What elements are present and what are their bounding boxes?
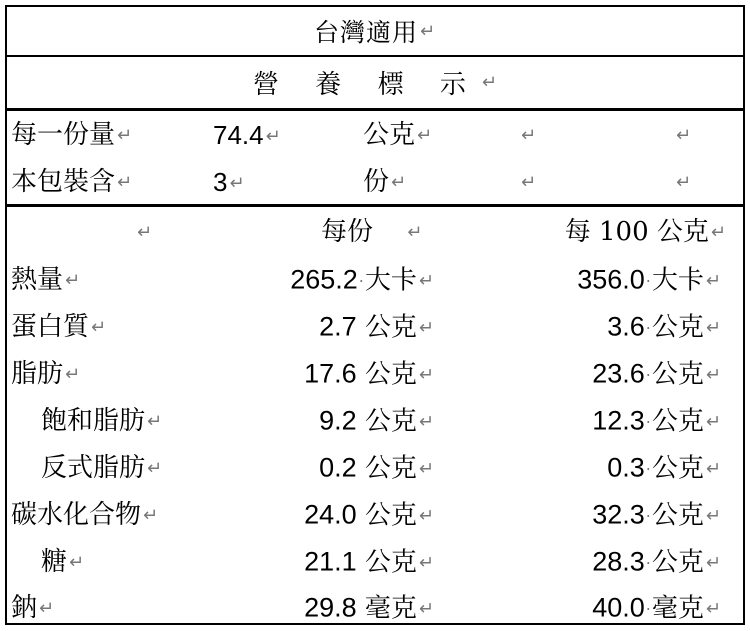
paragraph-mark-icon: ↵ [705,270,721,291]
per-100g-amount-cell [607,454,721,481]
per-serving-value: 265.2 [290,264,358,294]
serving-size-value: 74.4 [213,120,264,150]
paragraph-mark-icon: ↵ [91,316,107,338]
paragraph-mark-icon: ↵ [705,364,721,385]
per-100g-unit: 公克 [651,547,704,577]
servings-per-package-blank-cell-1 [521,169,536,195]
paragraph-mark-icon: ↵ [391,171,407,193]
per-100g-amount-cell [592,501,721,528]
nutrient-row-fat [7,350,743,397]
per-100g-value: 23.6 [592,358,645,388]
per-100g-value: 28.3 [592,546,645,576]
per-serving-unit: 大卡 [364,265,417,295]
per-100g-amount-cell [607,313,721,340]
small-arrow-icon: · [645,271,651,290]
paragraph-mark-icon: ↵ [407,222,423,243]
paragraph-mark-icon: ↵ [705,505,721,526]
small-arrow-icon: · [645,318,651,337]
nutrient-name-cell [41,546,85,577]
paragraph-mark-icon: ↵ [676,171,692,193]
column-header-row [7,208,743,256]
paragraph-mark-icon: ↵ [143,504,159,526]
nutrient-name-cell [11,592,55,623]
per-100g-header-cell [565,219,726,245]
nutrient-name: 碳水化合物 [11,499,142,530]
nutrient-row-energy [7,256,743,303]
per-serving-value: 21.1 [304,546,357,576]
per-serving-amount-cell [304,501,434,528]
serving-size-label-cell [11,122,132,148]
region-title: 台灣適用 [313,18,418,47]
small-arrow-icon: · [358,271,364,290]
paragraph-mark-icon: ↵ [705,552,721,573]
per-serving-header-cell [321,219,422,245]
nutrient-name-cell [11,311,107,342]
per-100g-unit: 毫克 [651,593,704,623]
per-serving-unit: 公克 [364,312,417,342]
nutrient-row-sugar [7,538,743,585]
per-100g-unit: 公克 [651,312,704,342]
paragraph-mark-icon: ↵ [419,20,437,42]
nutrient-row-carbohydrate [7,491,743,538]
paragraph-mark-icon: ↵ [710,222,726,243]
paragraph-mark-icon: ↵ [521,125,537,146]
serving-size-unit: 公克 [363,120,416,150]
paragraph-mark-icon: ↵ [417,125,433,146]
paragraph-mark-icon: ↵ [117,125,133,146]
nutrient-row-trans-fat [7,444,743,491]
paragraph-mark-icon: ↵ [418,458,434,479]
paragraph-mark-icon: ↵ [705,458,721,479]
nutrient-name-cell [41,405,163,436]
per-serving-value: 9.2 [319,405,357,435]
paragraph-mark-icon: ↵ [117,171,133,193]
paragraph-mark-icon: ↵ [65,269,81,291]
per-serving-unit: 毫克 [364,593,417,623]
nutrient-row-protein [7,303,743,350]
paragraph-mark-icon: ↵ [418,317,434,338]
per-serving-amount-cell [319,407,434,434]
per-100g-amount-cell [592,360,721,387]
servings-per-package-unit: 份 [363,166,390,197]
per-serving-amount-cell [319,313,434,340]
per-serving-unit: 公克 [364,547,417,577]
paragraph-mark-icon: ↵ [481,72,511,93]
serving-size-value-cell [213,122,281,148]
per-100g-value: 12.3 [592,405,645,435]
nutrient-row-sodium [7,584,743,631]
nutrient-name: 熱量 [11,264,64,295]
paragraph-mark-icon: ↵ [418,505,434,526]
small-arrow-icon: · [645,365,651,384]
per-serving-unit: 公克 [364,500,417,530]
paragraph-mark-icon: ↵ [147,457,163,479]
per-serving-amount-cell [304,360,434,387]
nutrient-name-cell [41,452,163,483]
servings-per-package-label-cell [11,166,133,197]
nutrition-title: 營 養 標 示 [253,70,480,100]
paragraph-mark-icon: ↵ [147,410,163,432]
per-100g-unit: 公克 [651,500,704,530]
per-100g-unit: 公克 [651,406,704,436]
servings-per-package-row [7,159,743,207]
small-arrow-icon: · [645,459,651,478]
paragraph-mark-icon: ↵ [39,597,55,619]
per-100g-amount-cell [592,548,721,575]
nutrient-name-cell [11,358,81,389]
servings-per-package-blank-cell-2 [676,169,691,195]
region-title-row [7,7,743,57]
paragraph-mark-icon: ↵ [521,171,537,193]
per-100g-value: 0.3 [607,452,645,482]
serving-size-blank-cell-1 [521,122,536,148]
per-100g-amount-cell [592,594,721,621]
small-arrow-icon: · [645,506,651,525]
servings-per-package-value-cell [213,166,245,197]
nutrition-title-row [7,57,743,111]
per-serving-unit: 公克 [364,453,417,483]
nutrient-name: 鈉 [11,592,38,623]
paragraph-mark-icon: ↵ [418,270,434,291]
servings-per-package-value: 3 [213,166,228,197]
paragraph-mark-icon: ↵ [265,126,281,148]
serving-size-blank-cell-2 [676,122,691,148]
per-100g-unit: 公克 [651,453,704,483]
nutrient-name: 反式脂肪 [41,452,146,483]
per-serving-unit: 公克 [364,359,417,389]
per-serving-value: 2.7 [319,311,357,341]
per-100g-value: 40.0 [592,592,645,622]
nutrient-name: 脂肪 [11,358,64,389]
nutrient-row-saturated-fat [7,397,743,444]
servings-per-package-label: 本包裝含 [11,166,116,197]
paragraph-mark-icon: ↵ [418,411,434,432]
per-100g-value: 356.0 [577,264,645,294]
paragraph-mark-icon: ↵ [418,364,434,385]
paragraph-mark-icon: ↵ [418,552,434,573]
per-serving-unit: 公克 [364,406,417,436]
serving-size-row [7,111,743,159]
per-100g-amount-cell [592,407,721,434]
nutrient-name: 糖 [41,546,68,577]
nutrient-name-cell [11,264,81,295]
per-100g-unit: 公克 [651,359,704,389]
nutrient-name-cell [11,499,159,530]
per-serving-amount-cell [304,594,434,621]
per-100g-value: 32.3 [592,499,645,529]
serving-size-unit-cell [363,122,432,148]
per-100g-value: 3.6 [607,311,645,341]
blank-header-cell [137,219,152,245]
per-serving-amount-cell [304,548,434,575]
small-arrow-icon: · [645,412,651,431]
per-100g-amount-cell [577,266,721,293]
small-arrow-icon: · [645,553,651,572]
per-100g-header: 每 100 公克 [564,217,709,247]
paragraph-mark-icon: ↵ [676,125,692,146]
per-serving-amount-cell [319,454,434,481]
nutrient-name: 飽和脂肪 [41,405,146,436]
servings-per-package-unit-cell [363,166,407,197]
per-serving-value: 17.6 [304,358,357,388]
paragraph-mark-icon: ↵ [705,598,721,619]
paragraph-mark-icon: ↵ [65,363,81,385]
per-100g-unit: 大卡 [651,265,704,295]
per-serving-value: 0.2 [319,452,357,482]
paragraph-mark-icon: ↵ [705,411,721,432]
per-serving-header: 每份 [321,217,374,247]
serving-size-label: 每一份量 [11,120,116,150]
small-arrow-icon: · [645,599,651,618]
per-serving-value: 24.0 [304,499,357,529]
paragraph-mark-icon: ↵ [418,598,434,619]
paragraph-mark-icon: ↵ [705,317,721,338]
per-serving-value: 29.8 [304,592,357,622]
paragraph-mark-icon: ↵ [137,222,153,243]
paragraph-mark-icon: ↵ [69,551,85,573]
nutrition-facts-table [5,5,745,625]
per-serving-amount-cell [290,266,434,293]
nutrient-name: 蛋白質 [11,311,90,342]
paragraph-mark-icon: ↵ [229,172,245,194]
